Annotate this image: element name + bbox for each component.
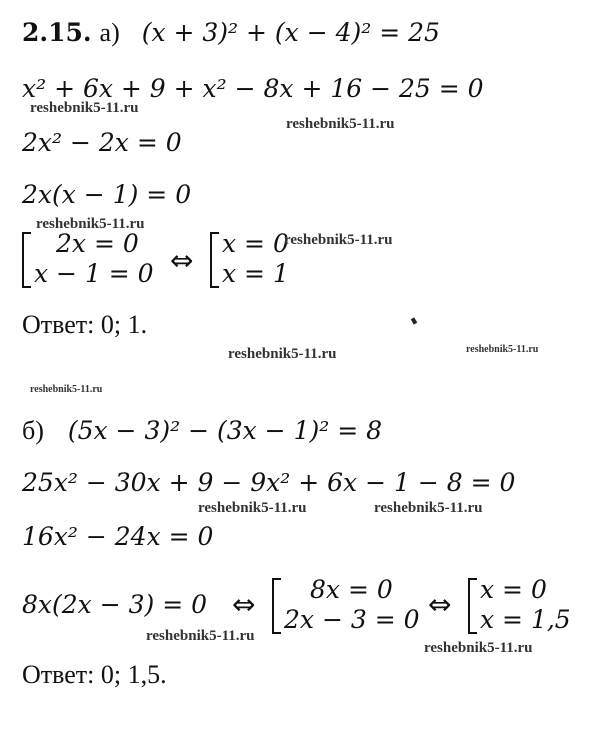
watermark: reshebnik5-11.ru — [286, 116, 395, 132]
part-b-equation: (5x − 3)² − (3x − 1)² = 8 — [67, 416, 382, 445]
a-system-1-row-2: x − 1 = 0 — [34, 259, 154, 288]
part-a-label: а) — [99, 18, 120, 47]
b-step-2: 16x² − 24x = 0 — [22, 522, 214, 551]
watermark: reshebnik5-11.ru — [228, 346, 337, 362]
bracket — [22, 232, 31, 288]
ink-dot — [411, 317, 417, 324]
equivalence-arrow: ⇔ — [170, 244, 194, 277]
a-step-3: 2x(x − 1) = 0 — [22, 180, 192, 209]
a-system-2-row-2: x = 1 — [222, 259, 289, 288]
b-system-1-row-1: 8x = 0 — [310, 575, 393, 604]
b-system-2-row-2: x = 1,5 — [480, 605, 571, 634]
a-system-2-row-1: x = 0 — [222, 229, 289, 258]
a-answer: Ответ: 0; 1. — [22, 310, 148, 339]
part-b-label: б) — [22, 416, 44, 445]
watermark: reshebnik5-11.ru — [30, 384, 103, 395]
watermark: reshebnik5-11.ru — [374, 500, 483, 516]
problem-number: 2.15. — [22, 18, 92, 47]
watermark: reshebnik5-11.ru — [424, 640, 533, 656]
b-system-1-row-2: 2x − 3 = 0 — [284, 605, 420, 634]
a-system-1-row-1: 2x = 0 — [56, 229, 139, 258]
watermark: reshebnik5-11.ru — [466, 344, 539, 355]
bracket — [272, 578, 281, 634]
part-a-equation: (x + 3)² + (x − 4)² = 25 — [141, 18, 440, 47]
watermark: reshebnik5-11.ru — [36, 216, 145, 232]
watermark: reshebnik5-11.ru — [284, 232, 393, 248]
bracket — [210, 232, 219, 288]
bracket — [468, 578, 477, 634]
watermark: reshebnik5-11.ru — [30, 100, 139, 116]
b-system-2-row-1: x = 0 — [480, 575, 547, 604]
part-b-header — [22, 416, 382, 446]
b-answer: Ответ: 0; 1,5. — [22, 660, 167, 689]
equivalence-arrow: ⇔ — [232, 588, 256, 621]
b-step-1: 25x² − 30x + 9 − 9x² + 6x − 1 − 8 = 0 — [22, 468, 516, 497]
a-step-2: 2x² − 2x = 0 — [22, 128, 182, 157]
a-step-1: x² + 6x + 9 + x² − 8x + 16 − 25 = 0 — [22, 74, 484, 103]
watermark: reshebnik5-11.ru — [146, 628, 255, 644]
watermark: reshebnik5-11.ru — [198, 500, 307, 516]
problem-header — [22, 18, 440, 48]
equivalence-arrow: ⇔ — [428, 588, 452, 621]
b-step-3: 8x(2x − 3) = 0 — [22, 590, 208, 619]
